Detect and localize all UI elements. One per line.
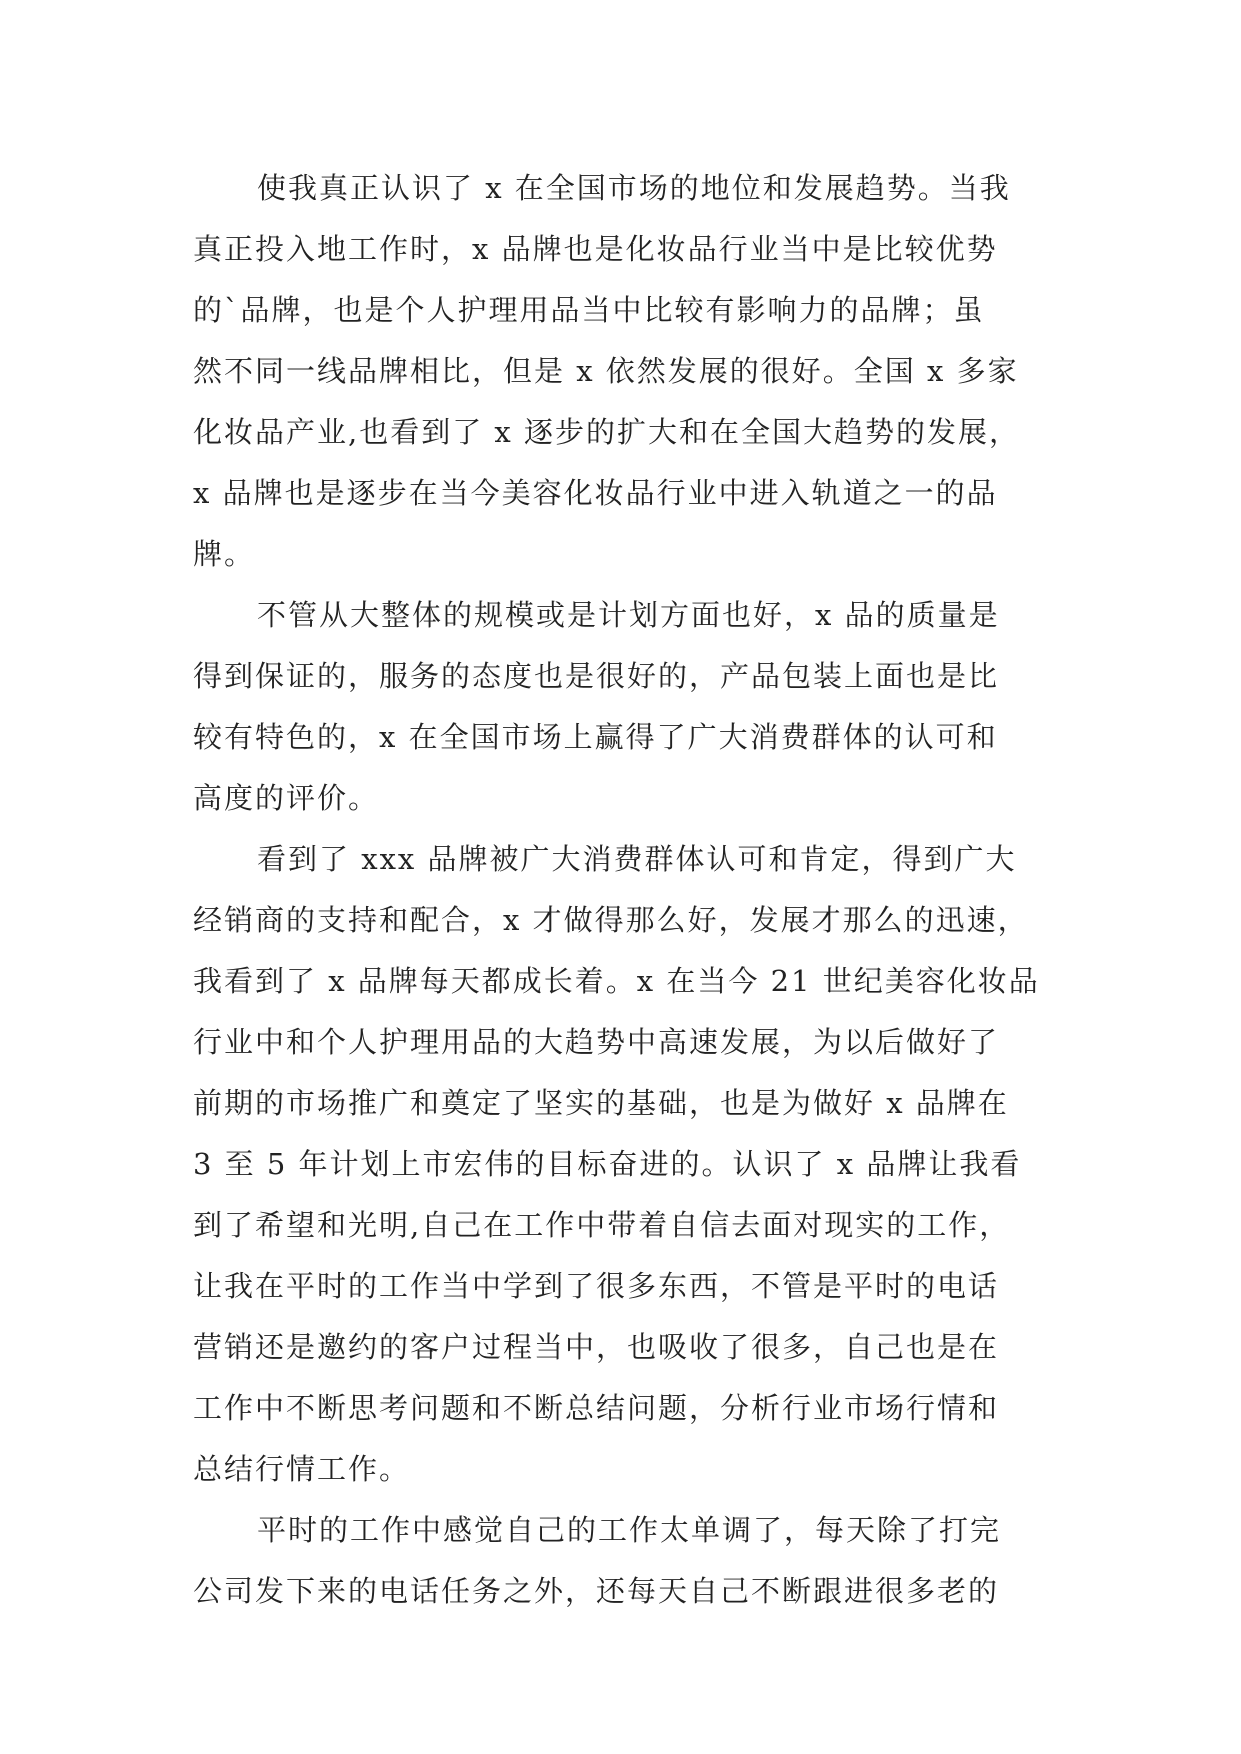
document-body [193, 158, 1063, 1622]
text-line: 前期的市场推广和奠定了坚实的基础，也是为做好 x 品牌在 [193, 1086, 1009, 1120]
text-line: 公司发下来的电话任务之外，还每天自己不断跟进很多老的 [193, 1574, 1000, 1608]
text-line: 较有特色的，x 在全国市场上赢得了广大消费群体的认可和 [193, 720, 998, 754]
text-line: 使我真正认识了 x 在全国市场的地位和发展趋势。当我 [257, 171, 1011, 205]
paragraph-2 [193, 585, 1063, 829]
text-line: 3 至 5 年计划上市宏伟的目标奋进的。认识了 x 品牌让我看 [193, 1147, 1022, 1181]
text-line: x 品牌也是逐步在当今美容化妆品行业中进入轨道之一的品 [193, 476, 998, 510]
text-line: 牌。 [193, 537, 256, 571]
text-line: 然不同一线品牌相比，但是 x 依然发展的很好。全国 x 多家 [193, 354, 1019, 388]
text-line: 到了希望和光明,自己在工作中带着自信去面对现实的工作， [193, 1208, 1011, 1242]
text-line: 化妆品产业,也看到了 x 逐步的扩大和在全国大趋势的发展， [193, 415, 1021, 449]
text-line: 营销还是邀约的客户过程当中，也吸收了很多，自己也是在 [193, 1330, 1000, 1364]
text-line: 总结行情工作。 [193, 1452, 411, 1486]
text-line: 高度的评价。 [193, 781, 380, 815]
text-line: 工作中不断思考问题和不断总结问题，分析行业市场行情和 [193, 1391, 1000, 1425]
text-line: 平时的工作中感觉自己的工作太单调了，每天除了打完 [257, 1513, 1002, 1547]
text-line: 经销商的支持和配合，x 才做得那么好，发展才那么的迅速， [193, 903, 1029, 937]
text-line: 得到保证的，服务的态度也是很好的，产品包装上面也是比 [193, 659, 1000, 693]
text-line: 看到了 xxx 品牌被广大消费群体认可和肯定，得到广大 [257, 842, 1017, 876]
text-line: 让我在平时的工作当中学到了很多东西，不管是平时的电话 [193, 1269, 1000, 1303]
text-line: 的`品牌，也是个人护理用品当中比较有影响力的品牌；虽 [193, 293, 985, 327]
text-line: 我看到了 x 品牌每天都成长着。x 在当今 21 世纪美容化妆品 [193, 964, 1040, 998]
paragraph-1 [193, 158, 1063, 585]
paragraph-4 [193, 1500, 1063, 1622]
text-line: 真正投入地工作时，x 品牌也是化妆品行业当中是比较优势 [193, 232, 998, 266]
text-line: 行业中和个人护理用品的大趋势中高速发展，为以后做好了 [193, 1025, 1000, 1059]
paragraph-3 [193, 829, 1063, 1500]
text-line: 不管从大整体的规模或是计划方面也好，x 品的质量是 [257, 598, 1000, 632]
